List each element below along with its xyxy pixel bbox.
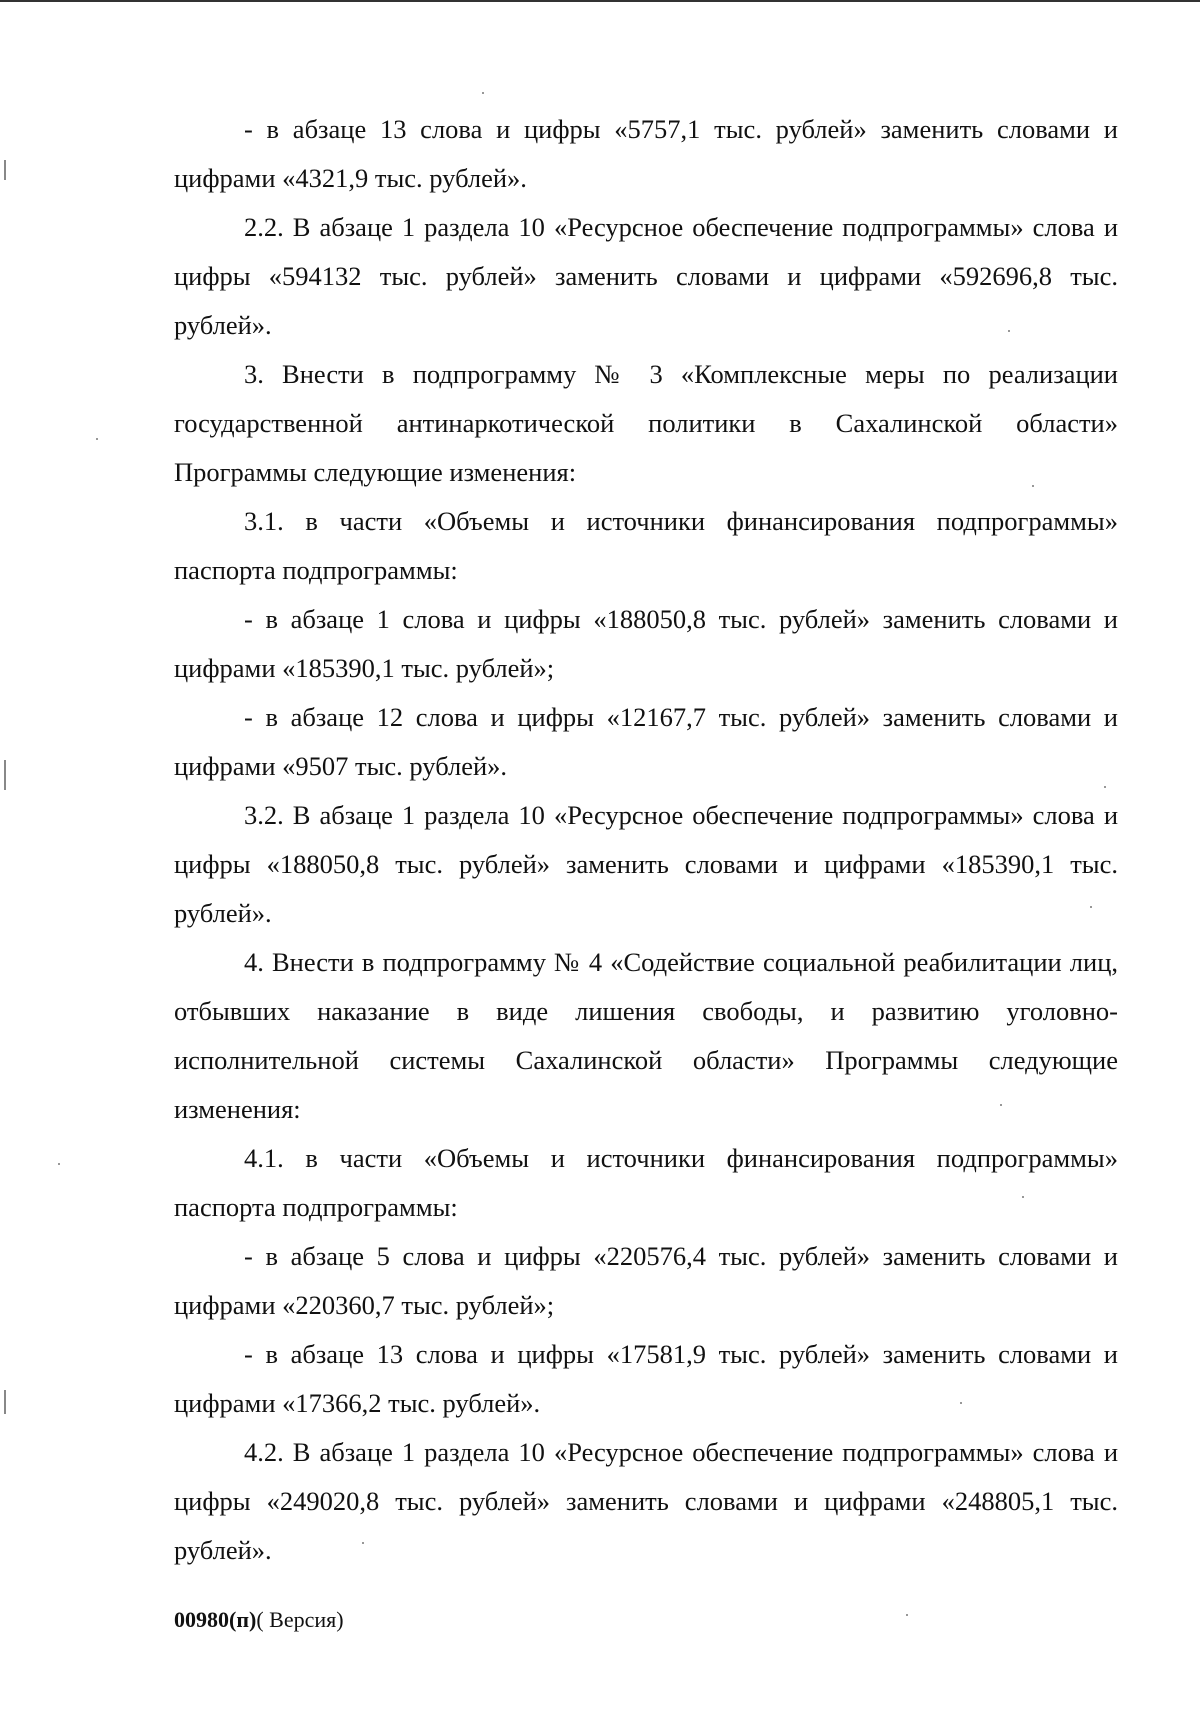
- scan-edge-mark: [4, 760, 6, 790]
- scan-speck: [58, 1163, 60, 1165]
- paragraph: 4.2. В абзаце 1 раздела 10 «Ресурсное обеспечение подпрограммы» слова и цифры «249020,8 тыс. рублей» заменить словами и цифрами «248805,1 тыс. рублей».: [174, 1437, 1118, 1565]
- scan-speck: [96, 438, 98, 440]
- paragraph: 4.1. в части «Объемы и источники финансирования подпрограммы» паспорта подпрограммы:: [174, 1143, 1118, 1222]
- scan-speck: [906, 1614, 908, 1616]
- paragraph: 4. Внести в подпрограмму № 4 «Содействие социальной реабилитации лиц, отбывших наказание в виде лишения свободы, и развитию уголовно-исполнительной системы Сахалинской области» Программы следующие изменения:: [174, 947, 1118, 1124]
- paragraph: - в абзаце 13 слова и цифры «17581,9 тыс. рублей» заменить словами и цифрами «17366,2 тыс. рублей».: [174, 1339, 1118, 1418]
- document-code: 00980(п): [174, 1607, 257, 1632]
- scan-edge-mark: [4, 1390, 6, 1414]
- document-footer: [174, 1605, 344, 1635]
- paragraph: - в абзаце 1 слова и цифры «188050,8 тыс. рублей» заменить словами и цифрами «185390,1 тыс. рублей»;: [174, 604, 1118, 683]
- scan-speck: [482, 92, 484, 94]
- paragraph: - в абзаце 5 слова и цифры «220576,4 тыс. рублей» заменить словами и цифрами «220360,7 тыс. рублей»;: [174, 1241, 1118, 1320]
- paragraph: 2.2. В абзаце 1 раздела 10 «Ресурсное обеспечение подпрограммы» слова и цифры «594132 тыс. рублей» заменить словами и цифрами «592696,8 тыс. рублей».: [174, 212, 1118, 340]
- document-body: [174, 105, 1118, 1575]
- paragraph: 3.2. В абзаце 1 раздела 10 «Ресурсное обеспечение подпрограммы» слова и цифры «188050,8 тыс. рублей» заменить словами и цифрами «185390,1 тыс. рублей».: [174, 800, 1118, 928]
- paragraph: 3.1. в части «Объемы и источники финансирования подпрограммы» паспорта подпрограммы:: [174, 506, 1118, 585]
- top-border-line: [0, 0, 1200, 2]
- paragraph: - в абзаце 13 слова и цифры «5757,1 тыс. рублей» заменить словами и цифрами «4321,9 тыс. рублей».: [174, 114, 1118, 193]
- document-version: ( Версия): [256, 1607, 344, 1632]
- paragraph: 3. Внести в подпрограмму № 3 «Комплексные меры по реализации государственной антинаркотической политики в Сахалинской области» Программы следующие изменения:: [174, 359, 1118, 487]
- paragraph: - в абзаце 12 слова и цифры «12167,7 тыс. рублей» заменить словами и цифрами «9507 тыс. рублей».: [174, 702, 1118, 781]
- scan-edge-mark: [4, 160, 6, 180]
